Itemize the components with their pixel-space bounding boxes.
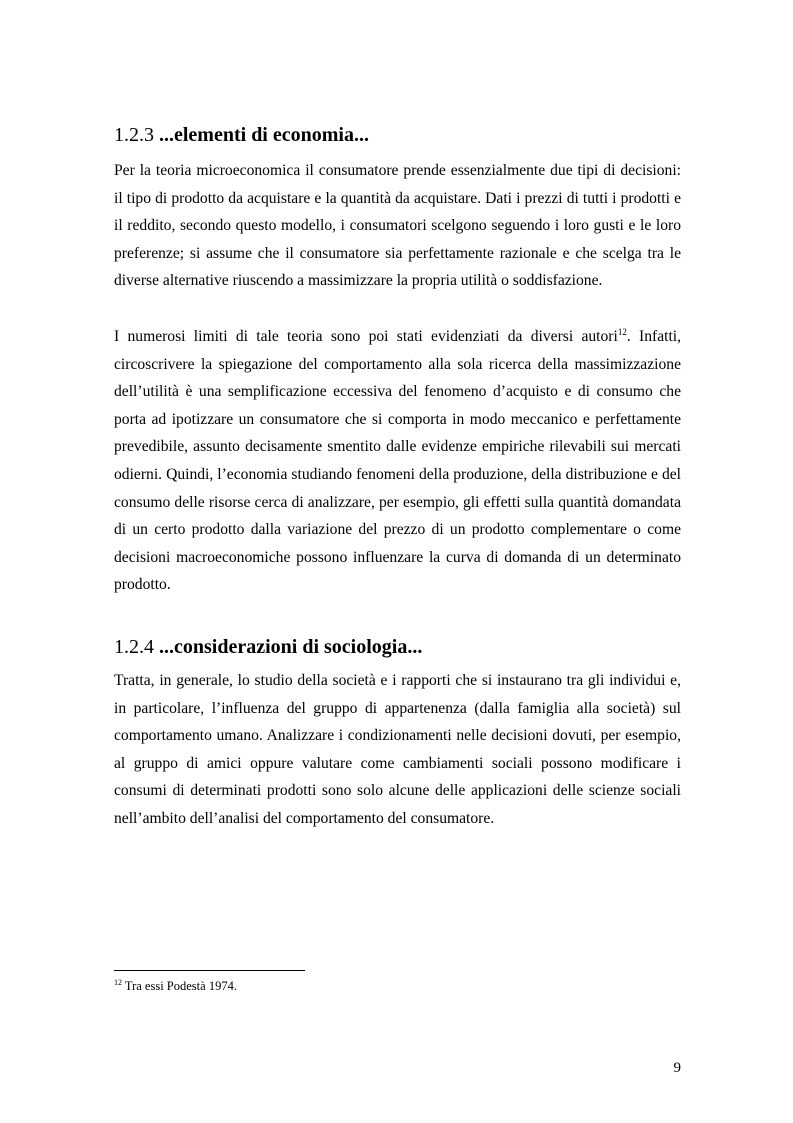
footnote-marker: 12 (114, 978, 122, 987)
section-title: ...elementi di economia... (159, 124, 369, 146)
footnote (114, 978, 237, 994)
paragraph-text: . Infatti, circoscrivere la spiegazione del comportamento alla sola ricerca della massimizzazione dell’utilità è una semplificazione eccessiva del fenomeno d’acquisto e di consumo che porta ad ipotizzare un consumatore che si comporta in modo meccanico e perfettamente prevedibile, assunto decisamente smentito dalle evidenze empiriche rilevabili sui mercati odierni. Quindi, l’economia studiando fenomeni della produzione, della distribuzione e del consumo delle risorse cerca di analizzare, per esempio, gli effetti sulla quantità domandata di un certo prodotto dalla variazione del prezzo di un prodotto complementare o come decisioni macroeconomiche possono influenzare la curva di domanda di un determinato prodotto. (114, 328, 682, 594)
section-number: 1.2.4 (114, 636, 159, 658)
paragraph-limiti-teoria (114, 323, 681, 599)
footnote-text: Tra essi Podestà 1974. (122, 979, 237, 993)
section-number: 1.2.3 (114, 124, 159, 146)
paragraph-microeconomia: Per la teoria microeconomica il consumatore prende essenzialmente due tipi di decisioni: il tipo di prodotto da acquistare e la quantità da acquistare. Dati i prezzi di tutti i prodotti e il reddito, secondo questo modello, i consumatori scelgono seguendo i loro gusti e le loro preferenze; si assume che il consumatore sia perfettamente razionale e che scelga tra le diverse alternative riuscendo a massimizzare la propria utilità o soddisfazione. (114, 162, 681, 290)
paragraph-sociologia: Tratta, in generale, lo studio della società e i rapporti che si instaurano tra gli individui e, in particolare, l’influenza del gruppo di appartenenza (dalla famiglia alla società) sul comportamento umano. Analizzare i condizionamenti nelle decisioni dovuti, per esempio, al gruppo di amici oppure valutare come cambiamenti sociali possono modificare i consumi di determinati prodotti sono solo alcune delle applicazioni delle scienze sociali nell’ambito dell’analisi del comportamento del consumatore. (114, 672, 681, 827)
paragraph-text: I numerosi limiti di tale teoria sono poi stati evidenziati da diversi autori (114, 328, 618, 345)
page-number: 9 (673, 1060, 681, 1076)
section-heading-economia (114, 123, 369, 147)
section-title: ...considerazioni di sociologia... (159, 636, 423, 658)
section-heading-sociologia (114, 635, 422, 659)
footnote-divider (114, 970, 305, 971)
footnote-reference: 12 (617, 327, 627, 337)
